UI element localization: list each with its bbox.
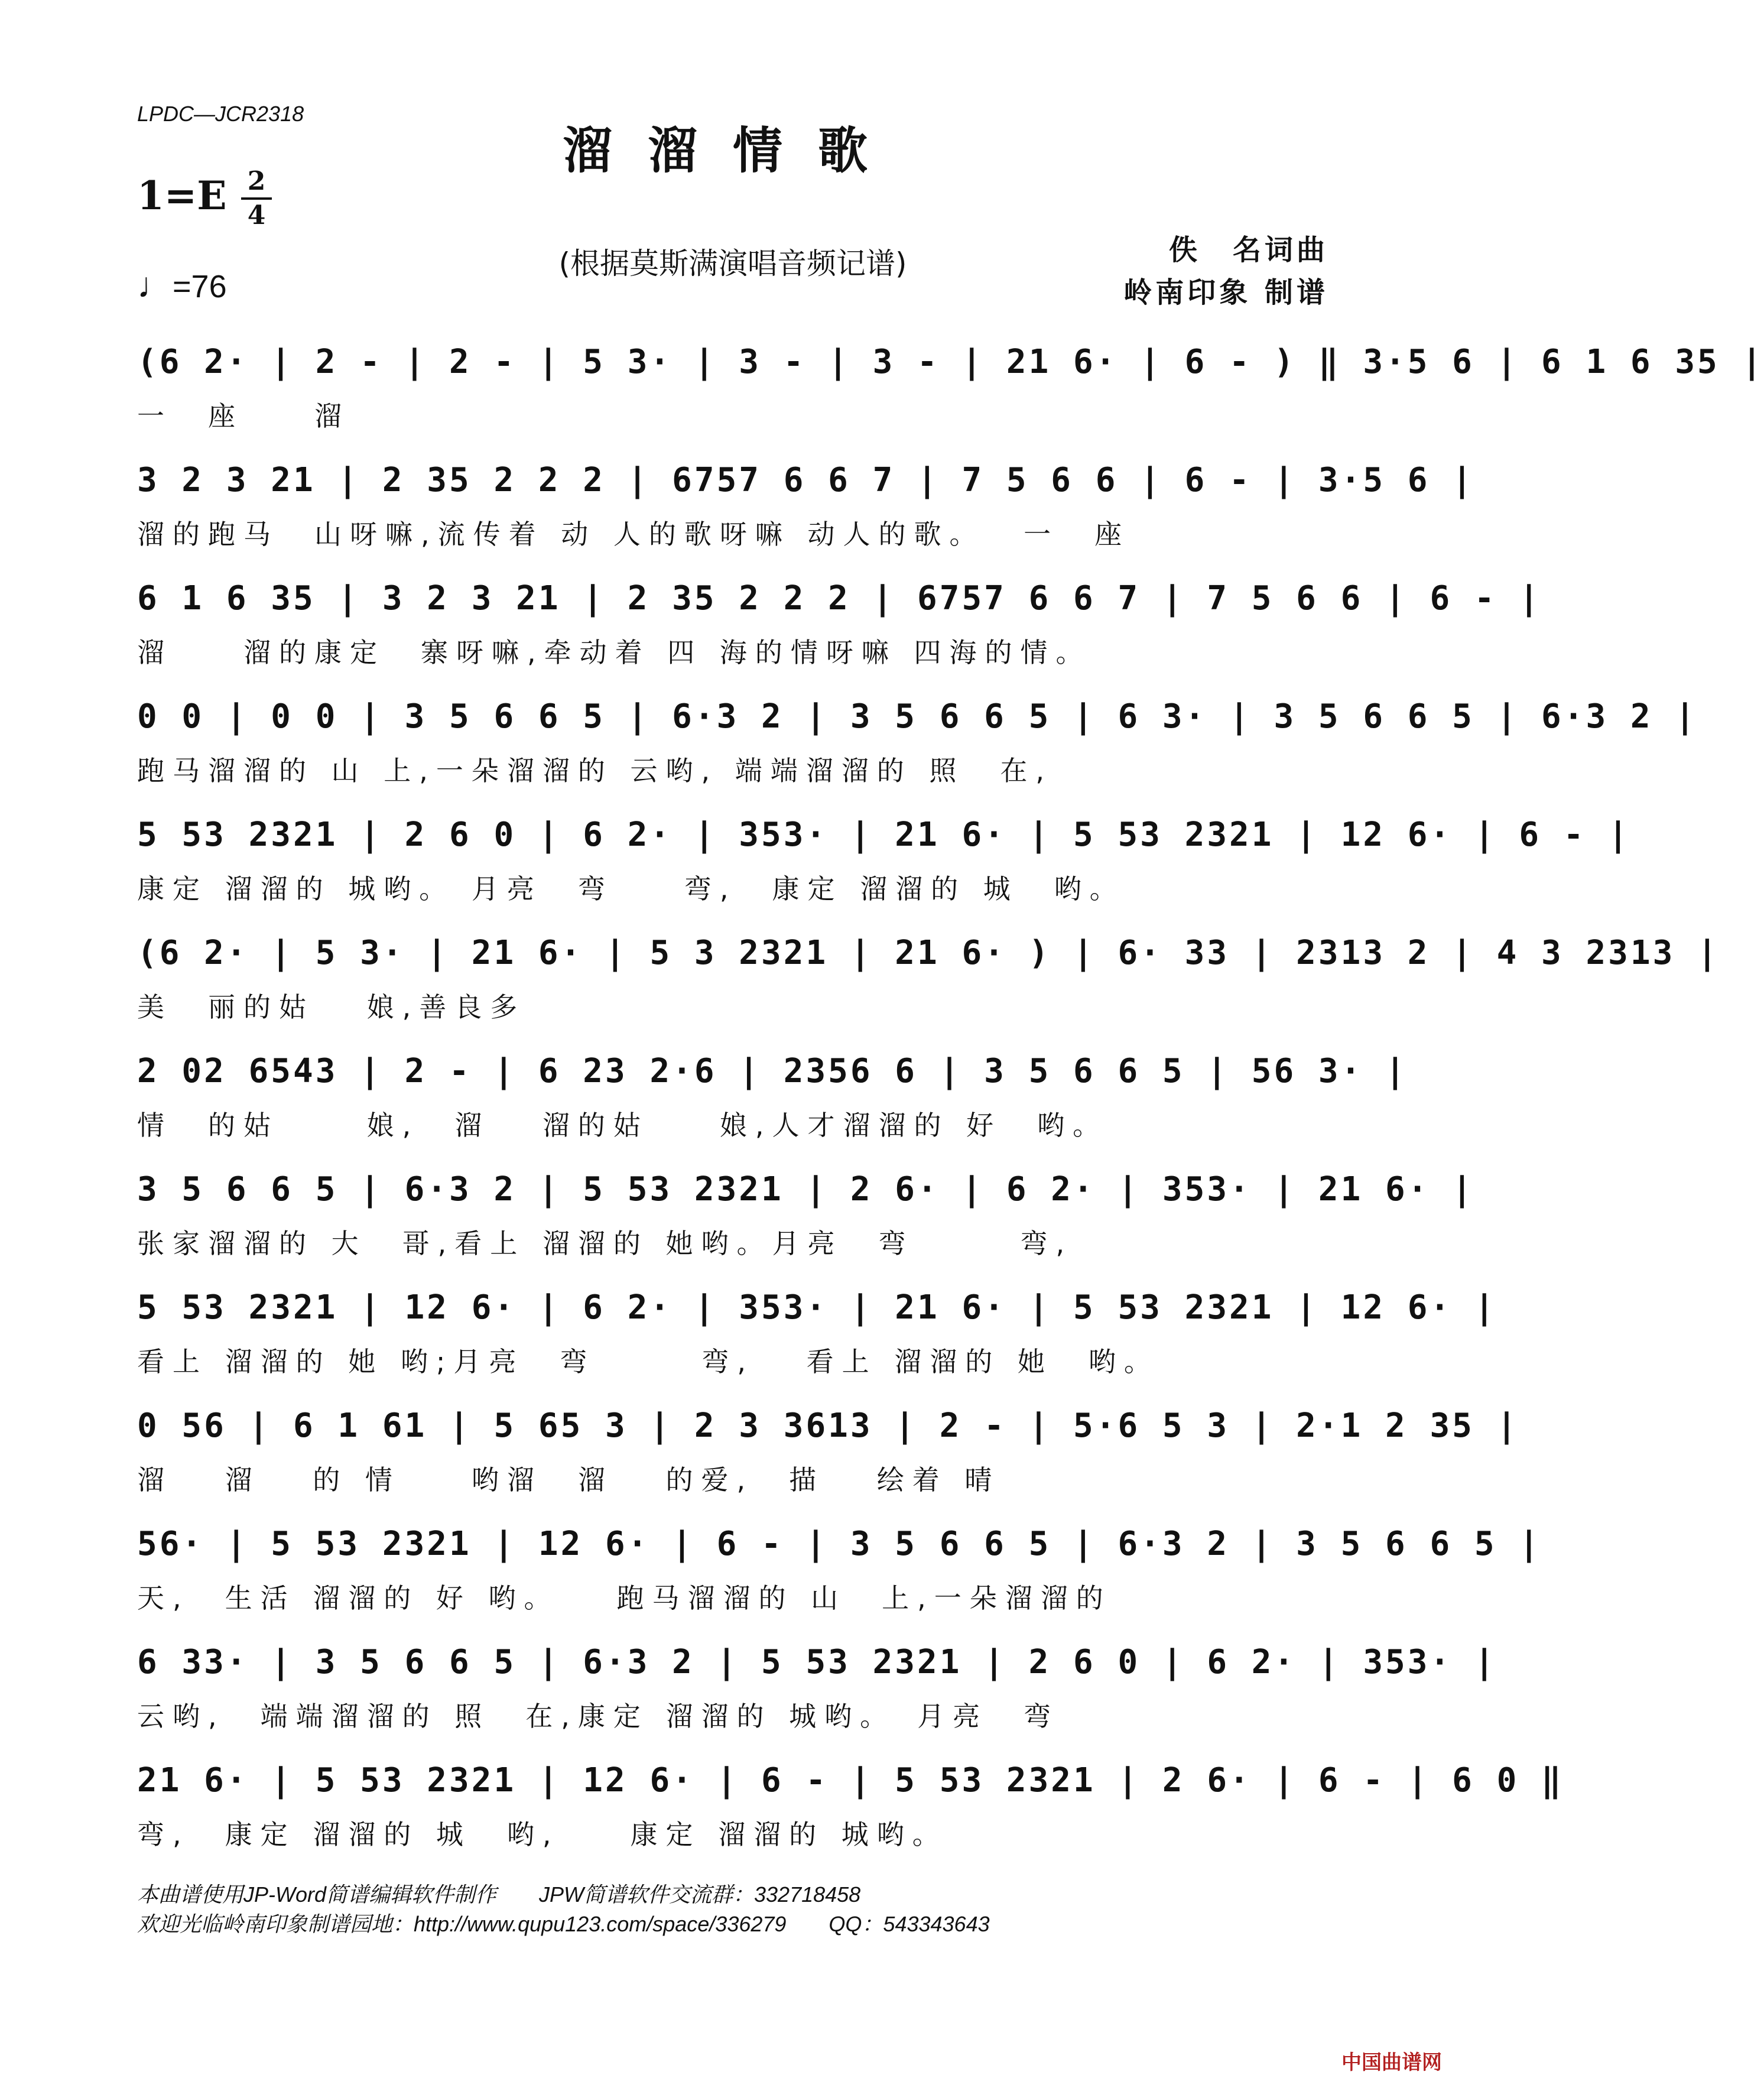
score-code: LPDC—JCR2318 bbox=[137, 102, 304, 126]
quarter-note-icon: ♩ bbox=[137, 265, 173, 305]
notation-line: 5 53 2321 | 12 6· | 6 2· | 353· | 21 6· | 5 53 2321 | 12 6· | bbox=[137, 1288, 1497, 1327]
lyric-line: 天, 生活 溜溜的 好 哟。 跑马溜溜的 山 上,一朵溜溜的 bbox=[137, 1582, 1112, 1614]
lyric-line: 康定 溜溜的 城哟。 月亮 弯 弯, 康定 溜溜的 城 哟。 bbox=[137, 873, 1125, 905]
credit-lyrics: 佚 名词曲 bbox=[1168, 233, 1328, 267]
lyric-line: 一 座 溜 bbox=[137, 400, 350, 432]
notation-line: 56· | 5 53 2321 | 12 6· | 6 - | 3 5 6 6 5 | 6·3 2 | 3 5 6 6 5 | bbox=[137, 1525, 1542, 1563]
lyric-line: 云哟, 端端溜溜的 照 在,康定 溜溜的 城哟。 月亮 弯 bbox=[137, 1700, 1060, 1732]
notation-line: (6 2· | 5 3· | 21 6· | 5 3 2321 | 21 6· ) | 6· 33 | 2313 2 | 4 3 2313 | bbox=[137, 934, 1720, 972]
lyric-line: 情 的姑 娘, 溜 溜的姑 娘,人才溜溜的 好 哟。 bbox=[137, 1109, 1109, 1141]
key-signature: 1=E bbox=[137, 173, 227, 219]
lyric-line: 美 丽的姑 娘,善良多 bbox=[137, 991, 526, 1023]
lyric-line: 溜 溜的康定 寨呀嘛,牵动着 四 海的情呀嘛 四海的情。 bbox=[137, 637, 1091, 668]
notation-line: 0 0 | 0 0 | 3 5 6 6 5 | 6·3 2 | 3 5 6 6 5 | 6 3· | 3 5 6 6 5 | 6·3 2 | bbox=[137, 697, 1698, 736]
credit-score: 岭南印象 制谱 bbox=[1123, 276, 1328, 309]
notation-line: 5 53 2321 | 2 6 0 | 6 2· | 353· | 21 6· | 5 53 2321 | 12 6· | 6 - | bbox=[137, 816, 1630, 854]
notation-line: (6 2· | 2 - | 2 - | 5 3· | 3 - | 3 - | 21 6· | 6 - ) ‖ 3·5 6 | 6 1 6 35 | bbox=[137, 343, 1764, 381]
notation-line: 2 02 6543 | 2 - | 6 23 2·6 | 2356 6 | 3 5 6 6 5 | 56 3· | bbox=[137, 1052, 1408, 1090]
lyric-line: 看上 溜溜的 她 哟;月亮 弯 弯, 看上 溜溜的 她 哟。 bbox=[137, 1346, 1159, 1378]
lyric-line: 溜的跑马 山呀嘛,流传着 动 人的歌呀嘛 动人的歌。 一 座 bbox=[137, 518, 1130, 550]
meter-divider bbox=[241, 197, 272, 200]
notation-line: 3 2 3 21 | 2 35 2 2 2 | 6757 6 6 7 | 7 5 6 6 | 6 - | 3·5 6 | bbox=[137, 461, 1474, 499]
footer-line-2: 欢迎光临岭南印象制谱园地：http://www.qupu123.com/space/336279 QQ：543343643 bbox=[137, 1912, 990, 1936]
source-note: (根据莫斯满演唱音频记谱) bbox=[558, 246, 907, 281]
time-signature bbox=[241, 168, 272, 229]
meter-bottom: 4 bbox=[247, 200, 266, 230]
lyric-line: 跑马溜溜的 山 上,一朵溜溜的 云哟, 端端溜溜的 照 在, bbox=[137, 755, 1052, 787]
notation-line: 6 33· | 3 5 6 6 5 | 6·3 2 | 5 53 2321 | 2 6 0 | 6 2· | 353· | bbox=[137, 1643, 1497, 1681]
tempo-value: =76 bbox=[173, 269, 227, 304]
notation-line: 6 1 6 35 | 3 2 3 21 | 2 35 2 2 2 | 6757 6 6 7 | 7 5 6 6 | 6 - | bbox=[137, 579, 1542, 618]
page-title: 溜溜情歌 bbox=[562, 121, 903, 180]
notation-line: 21 6· | 5 53 2321 | 12 6· | 6 - | 5 53 2321 | 2 6· | 6 - | 6 0 ‖ bbox=[137, 1761, 1564, 1800]
footer-line-1: 本曲谱使用JP-Word简谱编辑软件制作 JPW简谱软件交流群：332718458 bbox=[137, 1882, 861, 1907]
notation-line: 3 5 6 6 5 | 6·3 2 | 5 53 2321 | 2 6· | 6 2· | 353· | 21 6· | bbox=[137, 1170, 1474, 1209]
meter-top: 2 bbox=[247, 166, 266, 196]
lyric-line: 张家溜溜的 大 哥,看上 溜溜的 她哟。月亮 弯 弯, bbox=[137, 1228, 1073, 1259]
watermark-logo: 中国曲谱网 bbox=[1341, 2051, 1442, 2074]
lyric-line: 弯, 康定 溜溜的 城 哟, 康定 溜溜的 城哟。 bbox=[137, 1819, 948, 1850]
notation-line: 0 56 | 6 1 61 | 5 65 3 | 2 3 3613 | 2 - | 5·6 5 3 | 2·1 2 35 | bbox=[137, 1407, 1519, 1445]
lyric-line: 溜 溜 的 情 哟溜 溜 的爱, 描 绘着 晴 bbox=[137, 1464, 1000, 1496]
